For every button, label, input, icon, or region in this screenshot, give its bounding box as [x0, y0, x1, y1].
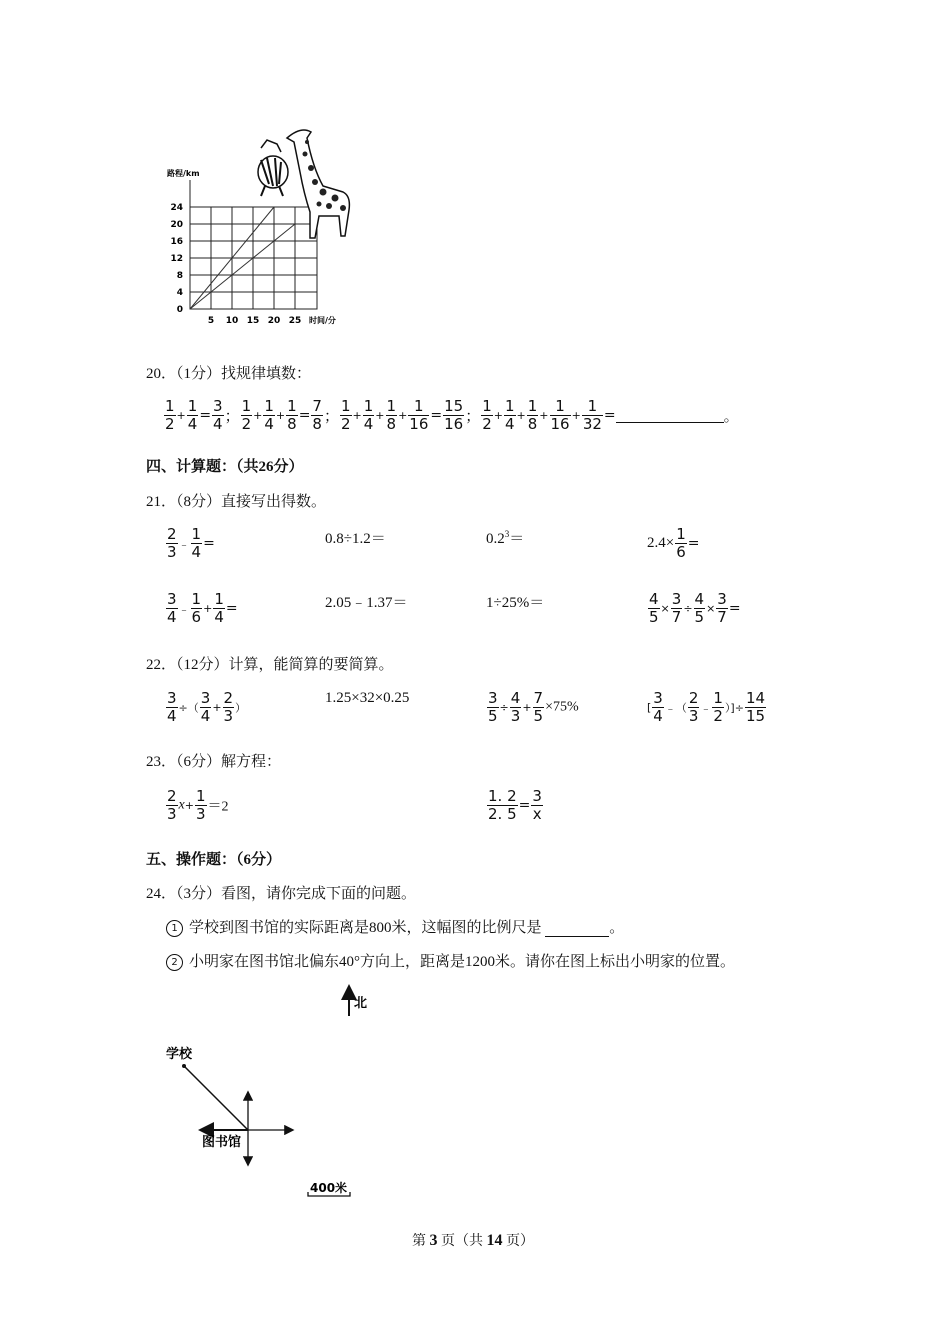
fraction: $\frac{15}{16}$ — [444, 397, 464, 433]
library-label: 图书馆 — [202, 1135, 242, 1150]
item-number: 2 — [166, 954, 183, 971]
fraction: $\frac{1}{8}$ — [386, 397, 397, 433]
fraction: $\frac{1}{2}$ — [165, 397, 175, 433]
q21-g: 1÷25%＝ — [486, 595, 545, 611]
q22-a: $\frac{3}{4}$ ÷（ $\frac{3}{4}$ + $\frac{2}{3}$ ） — [167, 689, 247, 725]
page-footer: 第 3 页（共 14 页） — [412, 1232, 534, 1249]
q21-a: $\frac{2}{3}$ ﹣ $\frac{1}{4}$ = — [167, 525, 215, 561]
q21-d: 2.4× $\frac{1}{6}$ = — [647, 525, 700, 561]
xtick: 10 — [225, 316, 239, 326]
q22-c: $\frac{3}{5}$ ÷ $\frac{4}{3}$ + $\frac{7}{5}$ ×75% — [488, 689, 579, 725]
graph-xlabel: 时间/分 — [309, 316, 336, 325]
school-library-line — [184, 1066, 248, 1130]
fraction: $\frac{7}{8}$ — [312, 397, 322, 433]
q24-item-1: 1 学校到图书馆的实际距离是800米，这幅图的比例尺是 。 — [166, 916, 624, 937]
giraffe-line — [190, 224, 295, 309]
q22-b: 1.25×32×0.25 — [325, 690, 410, 706]
section-5-title: 五、操作题：（6分） — [146, 852, 282, 868]
q24-item-2: 2 小明家在图书馆北偏东40°方向上，距离是1200米。请你在图上标出小明家的位置。 — [166, 950, 735, 971]
fraction: $\frac{1}{32}$ — [582, 397, 602, 433]
page-number: 3 — [429, 1232, 438, 1249]
q24-header: 24．（3分）看图，请你完成下面的问题。 — [146, 886, 417, 902]
scale-label: 400米 — [310, 1181, 348, 1195]
page-total: 14 — [486, 1232, 503, 1249]
fraction: $\frac{1}{8}$ — [527, 397, 538, 433]
q22-header: 22．（12分）计算，能简算的要简算。 — [146, 657, 394, 673]
north-label: 北 — [354, 996, 368, 1011]
separator: ； — [465, 409, 481, 425]
giraffe-picture — [287, 130, 349, 238]
ytick: 16 — [170, 237, 183, 247]
q21-header: 21．（8分）直接写出得数。 — [146, 494, 327, 510]
separator: ； — [224, 409, 240, 425]
ytick: 4 — [176, 288, 183, 298]
ytick: 8 — [176, 271, 183, 281]
fraction: $\frac{1}{2}$ — [340, 397, 351, 433]
item-number: 1 — [166, 920, 183, 937]
ytick: 24 — [170, 203, 183, 213]
ytick: 0 — [176, 305, 183, 315]
separator: ； — [323, 409, 339, 425]
q21-c: $0.2^3=$ — [486, 529, 525, 547]
xtick: 5 — [207, 316, 215, 326]
fraction: $\frac{1}{4}$ — [504, 397, 515, 433]
xtick: 20 — [267, 316, 281, 326]
fraction: $\frac{1}{16}$ — [409, 397, 429, 433]
fraction: $\frac{1}{2}$ — [241, 397, 252, 433]
school-label: 学校 — [166, 1047, 193, 1062]
ytick: 20 — [170, 220, 183, 230]
period: 。 — [723, 409, 739, 425]
q23-header: 23．（6分）解方程： — [146, 754, 282, 770]
q20-header: 20．（1分）找规律填数： — [146, 366, 312, 382]
fraction: $\frac{3}{4}$ — [213, 397, 223, 433]
fraction: $\frac{1}{2}$ — [482, 397, 492, 433]
q22-d: [ $\frac{3}{4}$ ﹣（ $\frac{2}{3}$ ﹣ $\frac{1}{2}$ ）]÷ $\frac{14}{15}$ — [647, 689, 766, 725]
fraction: $\frac{1}{16}$ — [550, 397, 570, 433]
q23-a: $\frac{2}{3}$ x+ $\frac{1}{3}$ ＝2 — [167, 787, 229, 823]
fraction: $\frac{1}{8}$ — [287, 397, 297, 433]
answer-blank[interactable] — [545, 922, 609, 937]
q20-sequence: $\frac{1}{2}$ + $\frac{1}{4}$ = $\frac{3}{4}$ ； $\frac{1}{2}$ + $\frac{1}{4}$ + $\frac{1}{8}$ = $\frac{7}{8}$ ； $\frac{1}{2}$ + $\frac{1}{4}$ + $\frac{1}{8}$ + $\frac{1}{16}$ = $\frac{15}{16}$ ； $\frac{1}{2}$ + $\frac{1}{4}$ + $\frac{1}{8}$ + $\frac{1}{16}$ + $\frac{1}{32}$ = 。 — [165, 397, 739, 433]
fraction: $\frac{1}{4}$ — [187, 397, 198, 433]
map-diagram — [160, 980, 380, 1205]
xtick: 15 — [246, 316, 260, 326]
fraction: $\frac{1}{4}$ — [264, 397, 274, 433]
section-4-title: 四、计算题：（共26分） — [146, 459, 304, 475]
answer-blank[interactable] — [616, 408, 724, 423]
distance-time-graph — [165, 120, 370, 330]
q21-f: 2.05﹣1.37＝ — [325, 595, 408, 611]
fraction: $\frac{1}{4}$ — [363, 397, 374, 433]
q21-b: 0.8÷1.2＝ — [325, 531, 386, 547]
ytick: 12 — [170, 254, 183, 264]
q23-b: $\frac{1. 2}{2. 5}$ = $\frac{3}{x}$ — [488, 787, 542, 823]
zebra-picture — [258, 140, 288, 196]
graph-ylabel: 路程/km — [167, 169, 200, 178]
q21-h: $\frac{4}{5}$ × $\frac{3}{7}$ ÷ $\frac{4}{5}$ × $\frac{3}{7}$ = — [649, 590, 741, 626]
q21-e: $\frac{3}{4}$ ﹣ $\frac{1}{6}$ + $\frac{1}{4}$ = — [167, 590, 238, 626]
xtick: 25 — [288, 316, 302, 326]
